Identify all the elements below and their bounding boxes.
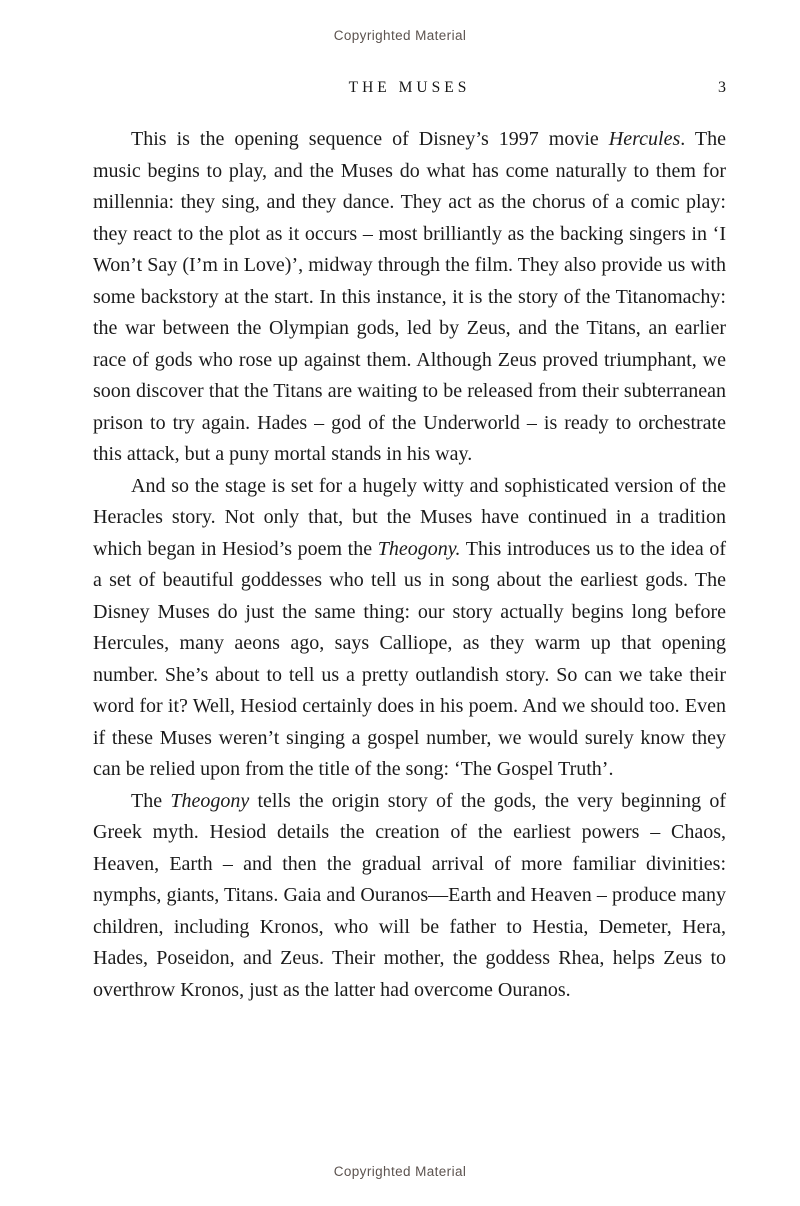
running-header-title: THE MUSES [348,79,471,96]
text-run-italic: Theogony. [377,537,461,560]
text-run: . The music begins to play, and the Muses do what has come naturally to them for millennia: they sing, and they dance. They act as the chorus of a comic play: they react to the plot as it occurs – most brilliantly as the backing singers in ‘I Won’t Say (I’m in Love)’, midway through the film. They also provide us with some backstory at the start. In this instance, it is the story of the Titanomachy: the war between the Olympian gods, led by Zeus, and the Titans, an earlier race of gods who rose up against them. Although Zeus proved triumphant, we soon discover that the Titans are waiting to be released from their subterranean prison to try again. Hades – god of the Underworld – is ready to orchestrate this attack, but a puny mortal stands in his way. [93,128,726,465]
text-run: This introduces us to the idea of a set of beautiful goddesses who tell us in song about the earliest gods. The Disney Muses do just the same thing: our story actually begins long before Hercules, many aeons ago, says Calliope, as they warm up that opening number. She’s about to tell us a pretty outlandish story. So can we take their word for it? Well, Hesiod certainly does in his poem. And we should too. Even if these Muses weren’t singing a gospel number, we would surely know they can be relied upon from the title of the song: ‘The Gospel Truth’. [93,537,727,780]
text-run-italic: Theogony [170,789,250,812]
text-run: tells the origin story of the gods, the very beginning of Greek myth. Hesiod details the creation of the earliest powers – Chaos, Heaven, Earth – and then the gradual arrival of more familiar divinities: nymphs, giants, Titans. Gaia and Ouranos—Earth and Heaven – produce many children, including Kronos, who will be father to Hestia, Demeter, Hera, Hades, Poseidon, and Zeus. Their mother, the goddess Rhea, helps Zeus to overthrow Kronos, just as the latter had overcome Ouranos. [93,789,726,1001]
paragraph-2 [93,471,726,786]
body-text [93,124,726,1006]
text-run: And so the stage is set for a hugely witty and sophisticated version of the Heracles story. Not only that, but the Muses have continued in a tradition which began in Hesiod’s poem the [93,474,726,560]
copyright-notice-bottom: Copyrighted Material [333,1164,467,1179]
copyright-notice-top: Copyrighted Material [333,28,467,43]
paragraph-3 [93,786,726,1007]
text-run-italic: Hercules [608,128,681,150]
text-run: The [131,789,171,812]
paragraph-1 [93,124,726,471]
page-number: 3 [718,79,726,96]
text-run: This is the opening sequence of Disney’s 1997 movie [131,128,609,150]
running-header [93,79,726,97]
